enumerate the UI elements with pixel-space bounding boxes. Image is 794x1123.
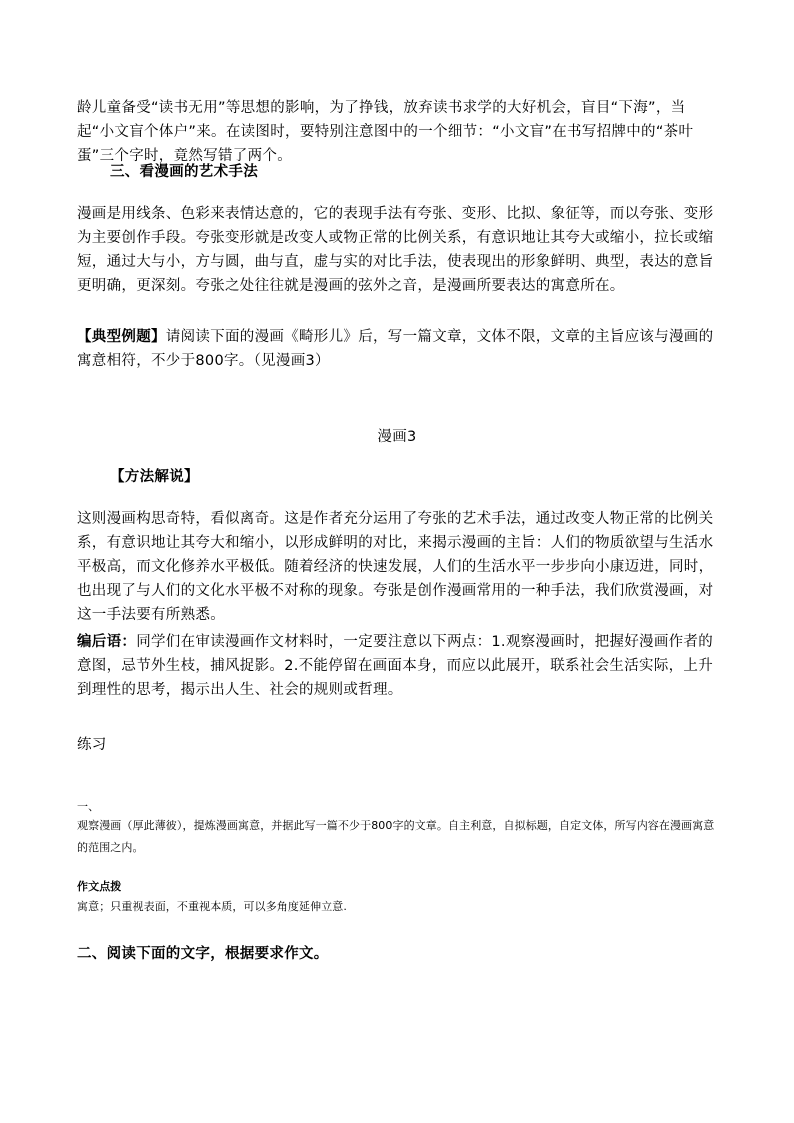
afterword-text: 同学们在审读漫画作文材料时，一定要注意以下两点：1.观察漫画时，把握好漫画作者的意图，忌节外生枝，捕风捉影。2.不能停留在画面本身，而应以此展开，联系社会生活实际，上升到理性的思考，揭示出人生、社会的规则或哲理。 [77,634,714,698]
exercise1-text: 观察漫画（厚此薄彼），提炼漫画寓意，并据此写一篇不少于800字的文章。自主利意，自拟标题，自定文体，所写内容在漫画寓意的范围之内。 [77,819,715,854]
exercise1-number: 一、 [77,800,100,813]
exercise2-heading: 二、阅读下面的文字，根据要求作文。 [77,946,329,962]
method-heading: 【方法解说】 [110,469,199,485]
practice-title: 练习 [77,737,107,753]
afterword-paragraph [77,630,717,702]
section3-heading: 三、看漫画的艺术手法 [110,164,258,180]
example-text: 请阅读下面的漫画《畸形儿》后，写一篇文章，文体不限，文章的主旨应该与漫画的寓意相符，不少于800字。（见漫画3） [77,329,714,369]
figure-caption: 漫画3 [377,429,417,445]
exercise1-comment-text: 寓意；只重视表面，不重视本质，可以多角度延伸立意. [77,900,347,913]
example-label: 【典型例题】 [77,329,166,345]
example-paragraph [77,325,717,373]
art-technique-paragraph: 漫画是用线条、色彩来表情达意的，它的表现手法有夸张、变形、比拟、象征等，而以夸张、变形为主要创作手段。夸张变形就是改变人或物正常的比例关系，有意识地让其夸大或缩小，拉长或缩短，通过大与小，方与圆，曲与直，虚与实的对比手法，使表现出的形象鲜明、典型，表达的意旨更明确，更深刻。夸张之处往往就是漫画的弦外之音，是漫画所要表达的寓意所在。 [77,206,714,294]
afterword-label: 编后语： [77,634,137,650]
exercise1-comment-title: 作文点拨 [77,880,122,893]
method-paragraph: 这则漫画构思奇特，看似离奇。这是作者充分运用了夸张的艺术手法，通过改变人物正常的比例关系，有意识地让其夸大和缩小，以形成鲜明的对比，来揭示漫画的主旨：人们的物质欲望与生活水平极高，而文化修养水平极低。随着经济的快速发展，人们的生活水平一步步向小康迈进，同时，也出现了与人们的文化水平极不对称的现象。夸张是创作漫画常用的一种手法，我们欣赏漫画，对这一手法要有所熟悉。 [77,511,714,623]
intro-paragraph: 龄儿童备受“读书无用”等思想的影响，为了挣钱，放弃读书求学的大好机会，盲目“下海”，当起“小文盲个体户”来。在读图时，要特别注意图中的一个细节：“小文盲”在书写招牌中的“茶叶蛋”三个字时，竟然写错了两个。 [77,100,694,164]
